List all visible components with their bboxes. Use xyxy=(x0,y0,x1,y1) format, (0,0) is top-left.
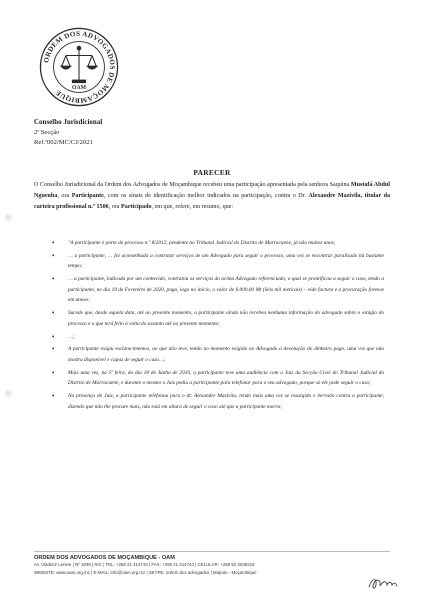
list-item-text: Na presença do Juiz, a participante telefonou para o dr. Alexandre Mazivila, tendo mais uma vez se insurgido e berrado contra a participante, dizendo que não lhe procure mais, não está em altura de seguir o caso até que a participante morra; xyxy=(68,393,384,410)
document-header xyxy=(34,117,102,149)
footer-divider xyxy=(34,551,390,552)
bullet-icon: • xyxy=(52,368,55,377)
punch-hole xyxy=(5,214,12,221)
list-item xyxy=(52,344,384,365)
list-item xyxy=(52,238,384,249)
bullet-icon: • xyxy=(52,345,55,354)
seal-inner-text: OAM xyxy=(71,85,87,92)
intro-text: , ora xyxy=(57,192,72,199)
list-item-text: Sucede que, desde aquela data, até ao presente momento, a participante ainda não recebeu nenhuma informação do advogado sobre o estágio do processo e o que terá feito à volta do assunto até ao presente momento; xyxy=(68,310,384,327)
list-item xyxy=(52,332,384,343)
participant-role: Participante xyxy=(71,192,104,199)
list-item xyxy=(52,368,384,389)
section-name: 2ª Secção xyxy=(34,128,60,136)
bullet-icon: • xyxy=(52,251,55,260)
document-title: PARECER xyxy=(193,168,231,177)
bullet-icon: • xyxy=(52,309,55,318)
intro-paragraph xyxy=(34,180,390,213)
document-reference: Ref.ª002/MC/CJ/2021 xyxy=(34,139,93,146)
list-item xyxy=(52,274,384,306)
intro-text: , ora xyxy=(108,203,122,210)
handwritten-signature xyxy=(366,574,400,592)
list-item-text: …; xyxy=(68,333,75,340)
list-item xyxy=(52,251,384,272)
footer-address: Av. Vladimir Lenine | Nº 1935 | R/C | TEL: +258 21 414743 | FAX: +258 21 414744 | CELULAR: +258 82 3038218 xyxy=(34,562,255,567)
intro-text: , com os sinais de identificação melhor indicados na participação, contra o Dr. xyxy=(103,192,309,199)
respondent-name: Alexandre Mazivila, titular da carteira profissional n.º 1506 xyxy=(34,192,390,210)
list-item xyxy=(52,391,384,412)
list-item-text: A participante exigiu esclarecimentos, ao que não teve, tendo no momento exigido ao Advogado a devolução do dinheiro pago, uma vez que não mostra disponível e capaz de seguir o caso…; xyxy=(68,346,384,363)
bullet-icon: • xyxy=(52,392,55,401)
bullet-icon: • xyxy=(52,239,55,247)
list-item-text: "A participante é parte do processo n.º 8/2012, pendente no Tribunal Judicial do Distrito de Marracuene, já não muitos anos; xyxy=(68,240,336,246)
list-item-text: … a participante, … foi aconselhada a contratar serviços de um Advogado para seguir o processo, uma vez se encontrar paralisado há bastante tempo; xyxy=(68,252,384,270)
department-name: Conselho Jurisdicional xyxy=(34,118,103,126)
list-item-text: Mais uma vez, na 5ª feira, do dia 18 de Junho de 2020, a participante teve uma audiência com o Juiz da Secção Cível do Tribunal Judicial do Distrito de Marracuene, e durante o mesmo o Juiz pediu a participante para telefonar para o seu advogado, porque só ele pode seguir o caso; xyxy=(68,369,384,387)
respondent-role: Participado xyxy=(121,203,152,210)
intro-text: O Conselho Jurisdicional da Ordem dos Advogados de Moçambique recebeu uma participação apresentada pela senhora Saquina xyxy=(34,182,351,188)
seal-outer-text: ORDEM DOS ADVOGADOS DE MOÇAMBIQUE xyxy=(42,29,117,105)
bullet-icon: • xyxy=(52,275,55,284)
scales-icon xyxy=(61,46,97,82)
participant-name: Mustafá Abdul Nguenha xyxy=(34,182,390,199)
punch-hole xyxy=(5,390,12,397)
intro-text: , em que, refere, em resumo, que: xyxy=(151,203,234,210)
footer-org-name: ORDEM DOS ADVOGADOS DE MOÇAMBIQUE - OAM xyxy=(34,555,175,561)
footer-contacts: WEBSITE: www.oam.org.mz | E-MAIL: info@oam.org.mz | SKYPE: ordem dos advogados | Maputo - Moçambique xyxy=(34,569,257,575)
oam-seal xyxy=(38,26,120,108)
bullet-icon: • xyxy=(52,332,55,341)
list-item xyxy=(52,308,384,329)
allegations-list xyxy=(52,238,384,414)
page-footer xyxy=(34,555,394,576)
list-item-text: … a participante, indicada por um conhecido, contratou os serviços do acima Advogado referenciado, o qual se prontificou a seguir o caso, tendo a participante, no dia 19 de Fevereiro de 2020, pago, logo no início, o valor de 6.000,00 Mt (Seis mil meticais) – vide factura e a procuração forense em anexo; xyxy=(68,276,384,304)
